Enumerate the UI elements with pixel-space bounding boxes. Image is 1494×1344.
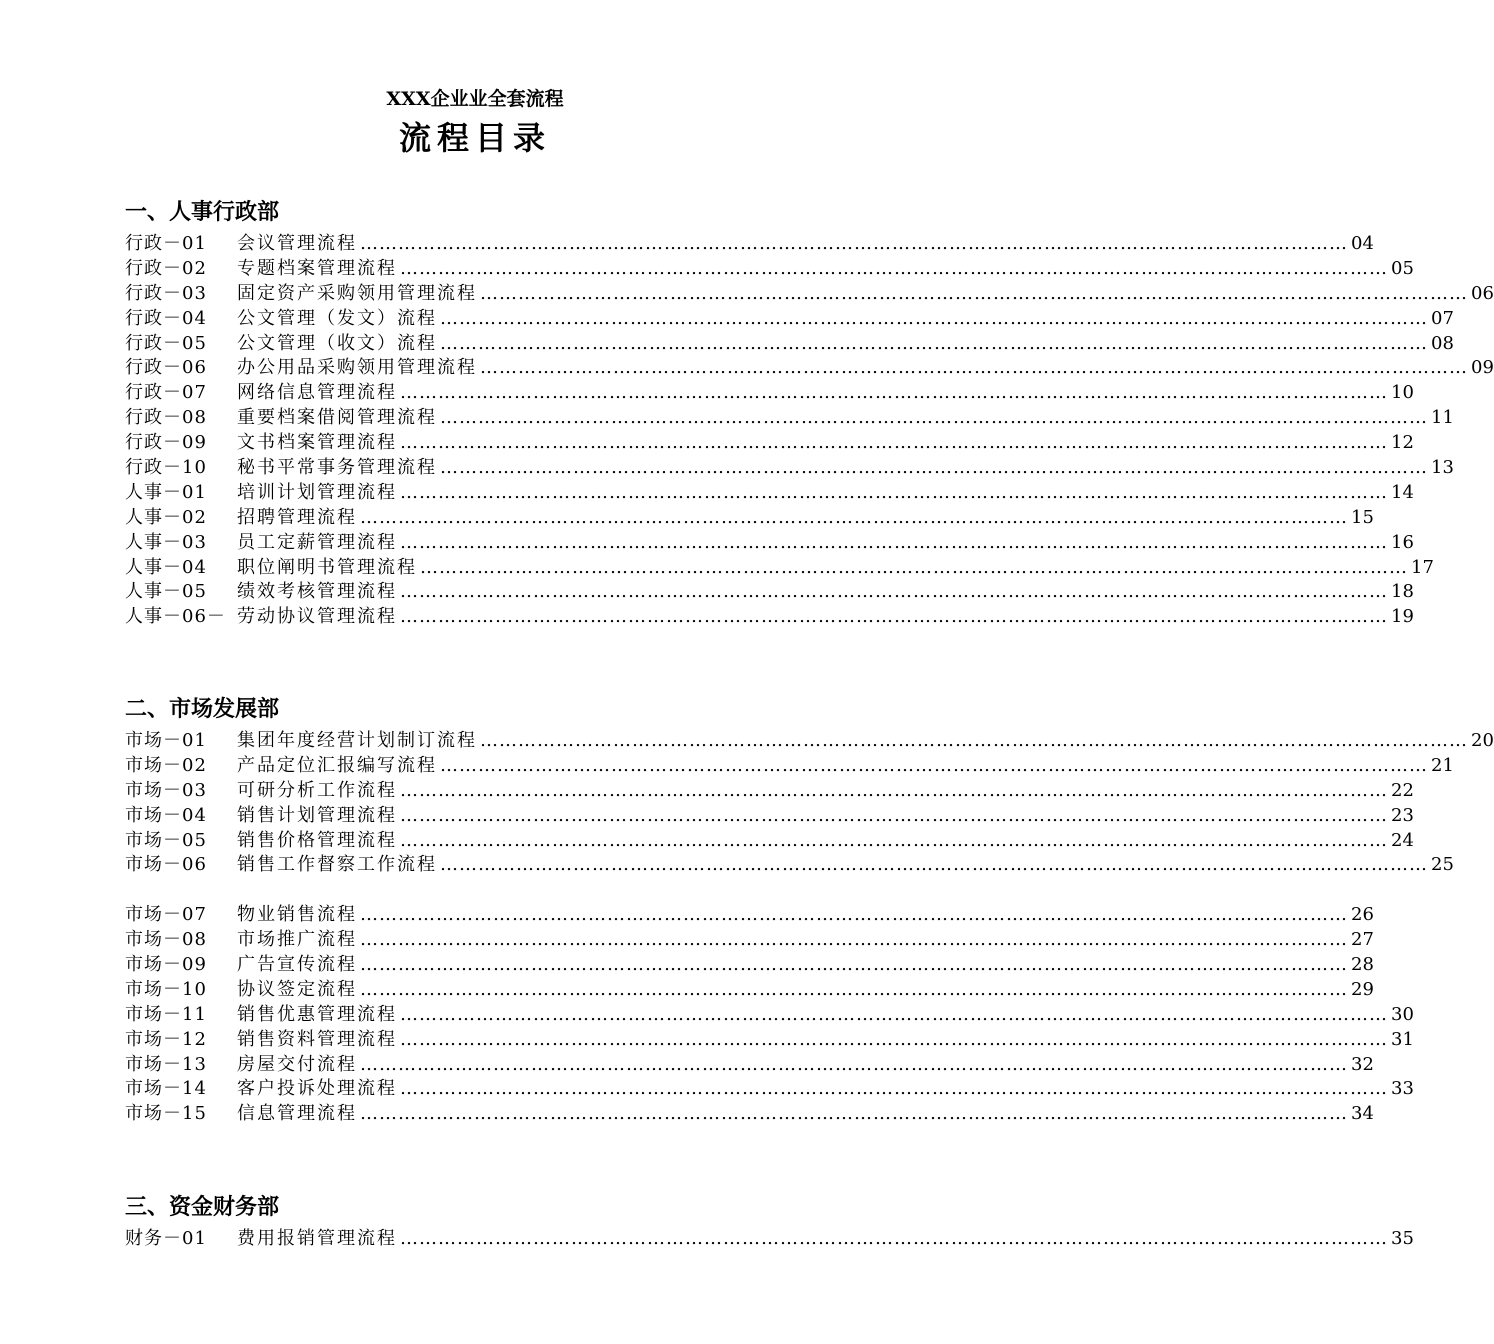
- toc-page-number: 08: [1431, 332, 1454, 354]
- section-heading: 二、市场发展部: [125, 696, 280, 722]
- toc-leader: …………………………………………………………………………………………………………………………………………: [360, 978, 1348, 1000]
- toc-page-number: 12: [1391, 432, 1414, 454]
- toc-leader: …………………………………………………………………………………………………………………………………………: [400, 804, 1388, 826]
- toc-section-market-dev: [125, 694, 1494, 1127]
- toc-entry[interactable]: [125, 853, 1454, 878]
- toc-page-number: 31: [1391, 1028, 1414, 1050]
- toc-page-number: 09: [1471, 357, 1494, 379]
- toc-name: 协议签定流程: [237, 978, 357, 1000]
- toc-leader: …………………………………………………………………………………………………………………………………………: [400, 1078, 1388, 1100]
- toc-page-number: 24: [1391, 829, 1414, 851]
- toc-name: 网络信息管理流程: [237, 382, 397, 404]
- toc-entry[interactable]: [125, 406, 1454, 431]
- toc-code: 行政－08: [125, 407, 207, 429]
- toc-entry[interactable]: [125, 531, 1414, 556]
- toc-code: 市场－13: [125, 1053, 207, 1075]
- section-heading: 三、资金财务部: [125, 1194, 280, 1220]
- toc-code: 行政－03: [125, 282, 207, 304]
- toc-name: 绩效考核管理流程: [237, 581, 397, 603]
- toc-page-number: 27: [1351, 929, 1374, 951]
- toc-page-number: 07: [1431, 307, 1454, 329]
- toc-entry[interactable]: [125, 903, 1374, 928]
- toc-name: 集团年度经营计划制订流程: [237, 730, 477, 751]
- toc-page-number: 13: [1431, 457, 1454, 479]
- document-subtitle: XXX企业业全套流程: [386, 88, 564, 110]
- toc-code: 市场－03: [125, 779, 207, 801]
- toc-name: 销售计划管理流程: [237, 804, 397, 826]
- toc-code: 市场－12: [125, 1028, 207, 1050]
- toc-name: 销售价格管理流程: [237, 829, 397, 851]
- toc-leader: …………………………………………………………………………………………………………………………………………: [400, 1228, 1388, 1249]
- toc-name: 销售资料管理流程: [237, 1028, 397, 1050]
- toc-name: 房屋交付流程: [237, 1053, 357, 1075]
- toc-code: 行政－05: [125, 332, 207, 354]
- toc-entry[interactable]: [125, 556, 1434, 581]
- toc-code: 人事－04: [125, 556, 207, 578]
- toc-leader: …………………………………………………………………………………………………………………………………………: [400, 1003, 1388, 1025]
- toc-entry[interactable]: [125, 1028, 1414, 1053]
- toc-entry[interactable]: [125, 1003, 1414, 1028]
- toc-page-number: 04: [1351, 233, 1374, 254]
- toc-name: 费用报销管理流程: [237, 1228, 397, 1249]
- toc-page-number: 19: [1391, 606, 1414, 628]
- toc-entry[interactable]: [125, 232, 1374, 257]
- toc-entry[interactable]: [125, 506, 1374, 531]
- toc-entry[interactable]: [125, 1053, 1374, 1078]
- toc-leader: …………………………………………………………………………………………………………………………………………: [480, 282, 1468, 304]
- toc-leader: …………………………………………………………………………………………………………………………………………: [400, 779, 1388, 801]
- toc-code: 人事－03: [125, 531, 207, 553]
- toc-name: 劳动协议管理流程: [237, 606, 397, 628]
- toc-code: 行政－06: [125, 357, 207, 379]
- toc-entry[interactable]: [125, 978, 1374, 1003]
- toc-page-number: 26: [1351, 904, 1374, 926]
- toc-name: 会议管理流程: [237, 233, 357, 254]
- toc-leader: …………………………………………………………………………………………………………………………………………: [400, 432, 1388, 454]
- toc-code: 人事－06－: [125, 606, 226, 628]
- toc-entry[interactable]: [125, 779, 1414, 804]
- toc-code: 市场－15: [125, 1103, 207, 1125]
- toc-name: 固定资产采购领用管理流程: [237, 282, 477, 304]
- toc-code: 财务－01: [125, 1228, 207, 1249]
- toc-entry[interactable]: [125, 953, 1374, 978]
- toc-leader: …………………………………………………………………………………………………………………………………………: [360, 1053, 1348, 1075]
- toc-page-number: 18: [1391, 581, 1414, 603]
- toc-name: 信息管理流程: [237, 1103, 357, 1125]
- toc-leader: …………………………………………………………………………………………………………………………………………: [400, 531, 1388, 553]
- toc-entry[interactable]: [125, 381, 1414, 406]
- toc-name: 产品定位汇报编写流程: [237, 754, 437, 776]
- toc-entry[interactable]: [125, 307, 1454, 332]
- toc-entry[interactable]: [125, 257, 1414, 282]
- toc-name: 培训计划管理流程: [237, 481, 397, 503]
- toc-leader: …………………………………………………………………………………………………………………………………………: [420, 556, 1408, 578]
- toc-page-number: 25: [1431, 854, 1454, 876]
- toc-entry[interactable]: [125, 1102, 1374, 1127]
- toc-leader: …………………………………………………………………………………………………………………………………………: [440, 854, 1428, 876]
- toc-leader: …………………………………………………………………………………………………………………………………………: [400, 481, 1388, 503]
- toc-page-number: 10: [1391, 382, 1414, 404]
- toc-code: 市场－08: [125, 929, 207, 951]
- toc-page-number: 14: [1391, 481, 1414, 503]
- toc-leader: …………………………………………………………………………………………………………………………………………: [440, 407, 1428, 429]
- toc-leader: …………………………………………………………………………………………………………………………………………: [360, 233, 1348, 254]
- toc-leader: …………………………………………………………………………………………………………………………………………: [360, 506, 1348, 528]
- toc-name: 广告宣传流程: [237, 954, 357, 976]
- toc-leader: …………………………………………………………………………………………………………………………………………: [360, 954, 1348, 976]
- toc-list: [125, 232, 1494, 630]
- toc-page-number: 29: [1351, 978, 1374, 1000]
- toc-entry[interactable]: [125, 282, 1494, 307]
- toc-page-number: 16: [1391, 531, 1414, 553]
- toc-page-number: 28: [1351, 954, 1374, 976]
- toc-entry[interactable]: [125, 1227, 1414, 1252]
- toc-name: 公文管理（发文）流程: [237, 307, 437, 329]
- toc-page-number: 15: [1351, 506, 1374, 528]
- toc-code: 市场－06: [125, 854, 207, 876]
- toc-name: 销售优惠管理流程: [237, 1003, 397, 1025]
- toc-page-number: 06: [1471, 282, 1494, 304]
- toc-entry[interactable]: [125, 431, 1414, 456]
- toc-code: 市场－05: [125, 829, 207, 851]
- toc-code: 行政－09: [125, 432, 207, 454]
- toc-entry[interactable]: [125, 829, 1414, 854]
- toc-code: 市场－11: [125, 1003, 207, 1025]
- document-title: 流程目录: [398, 119, 551, 157]
- toc-code: 行政－02: [125, 257, 207, 279]
- toc-code: 行政－10: [125, 457, 207, 479]
- toc-name: 可研分析工作流程: [237, 779, 397, 801]
- toc-leader: …………………………………………………………………………………………………………………………………………: [400, 606, 1388, 628]
- section-heading: 一、人事行政部: [125, 199, 280, 225]
- toc-entry[interactable]: [125, 356, 1494, 381]
- toc-leader: …………………………………………………………………………………………………………………………………………: [440, 754, 1428, 776]
- toc-leader: …………………………………………………………………………………………………………………………………………: [400, 382, 1388, 404]
- toc-name: 销售工作督察工作流程: [237, 854, 437, 876]
- toc-name: 文书档案管理流程: [237, 432, 397, 454]
- toc-leader: …………………………………………………………………………………………………………………………………………: [400, 257, 1388, 279]
- toc-page-number: 32: [1351, 1053, 1374, 1075]
- toc-entry[interactable]: [125, 481, 1414, 506]
- toc-code: 人事－05: [125, 581, 207, 603]
- toc-leader: …………………………………………………………………………………………………………………………………………: [480, 730, 1468, 751]
- toc-leader: …………………………………………………………………………………………………………………………………………: [360, 929, 1348, 951]
- toc-entry[interactable]: [125, 605, 1414, 630]
- toc-page-number: 05: [1391, 257, 1414, 279]
- toc-entry[interactable]: [125, 754, 1454, 779]
- toc-name: 重要档案借阅管理流程: [237, 407, 437, 429]
- toc-name: 市场推广流程: [237, 929, 357, 951]
- toc-code: 市场－14: [125, 1078, 207, 1100]
- toc-entry[interactable]: [125, 332, 1454, 357]
- toc-code: 市场－10: [125, 978, 207, 1000]
- toc-list: [125, 729, 1494, 1127]
- toc-leader: …………………………………………………………………………………………………………………………………………: [400, 1028, 1388, 1050]
- toc-page-number: 17: [1411, 556, 1434, 578]
- toc-entry[interactable]: [125, 1077, 1414, 1102]
- toc-code: 市场－09: [125, 954, 207, 976]
- toc-entry[interactable]: [125, 456, 1454, 481]
- toc-leader: …………………………………………………………………………………………………………………………………………: [360, 904, 1348, 926]
- toc-code: 市场－07: [125, 904, 207, 926]
- toc-name: 员工定薪管理流程: [237, 531, 397, 553]
- toc-code: 市场－01: [125, 730, 207, 751]
- toc-section-hr-admin: [125, 197, 1494, 630]
- toc-code: 行政－07: [125, 382, 207, 404]
- toc-page-number: 11: [1431, 407, 1454, 429]
- toc-section-finance: [125, 1192, 1414, 1252]
- toc-list: [125, 1227, 1414, 1252]
- toc-code: 行政－04: [125, 307, 207, 329]
- toc-leader: …………………………………………………………………………………………………………………………………………: [360, 1103, 1348, 1125]
- toc-entry[interactable]: [125, 928, 1374, 953]
- toc-code: 市场－02: [125, 754, 207, 776]
- toc-page-number: 34: [1351, 1103, 1374, 1125]
- toc-leader: …………………………………………………………………………………………………………………………………………: [480, 357, 1468, 379]
- toc-page-number: 30: [1391, 1003, 1414, 1025]
- toc-name: 专题档案管理流程: [237, 257, 397, 279]
- toc-page-number: 20: [1471, 730, 1494, 751]
- toc-name: 物业销售流程: [237, 904, 357, 926]
- toc-name: 客户投诉处理流程: [237, 1078, 397, 1100]
- toc-code: 人事－02: [125, 506, 207, 528]
- toc-entry[interactable]: [125, 580, 1414, 605]
- toc-entry[interactable]: [125, 729, 1494, 754]
- toc-name: 秘书平常事务管理流程: [237, 457, 437, 479]
- toc-code: 行政－01: [125, 233, 207, 254]
- toc-leader: …………………………………………………………………………………………………………………………………………: [400, 829, 1388, 851]
- toc-leader: …………………………………………………………………………………………………………………………………………: [440, 332, 1428, 354]
- toc-page-number: 23: [1391, 804, 1414, 826]
- toc-name: 招聘管理流程: [237, 506, 357, 528]
- toc-page-number: 33: [1391, 1078, 1414, 1100]
- toc-code: 市场－04: [125, 804, 207, 826]
- toc-page-number: 21: [1431, 754, 1454, 776]
- toc-name: 公文管理（收文）流程: [237, 332, 437, 354]
- toc-code: 人事－01: [125, 481, 207, 503]
- toc-name: 办公用品采购领用管理流程: [237, 357, 477, 379]
- toc-leader: …………………………………………………………………………………………………………………………………………: [440, 457, 1428, 479]
- toc-page-number: 35: [1391, 1228, 1414, 1249]
- toc-name: 职位阐明书管理流程: [237, 556, 417, 578]
- toc-leader: …………………………………………………………………………………………………………………………………………: [400, 581, 1388, 603]
- toc-leader: …………………………………………………………………………………………………………………………………………: [440, 307, 1428, 329]
- toc-page-number: 22: [1391, 779, 1414, 801]
- toc-entry[interactable]: [125, 804, 1414, 829]
